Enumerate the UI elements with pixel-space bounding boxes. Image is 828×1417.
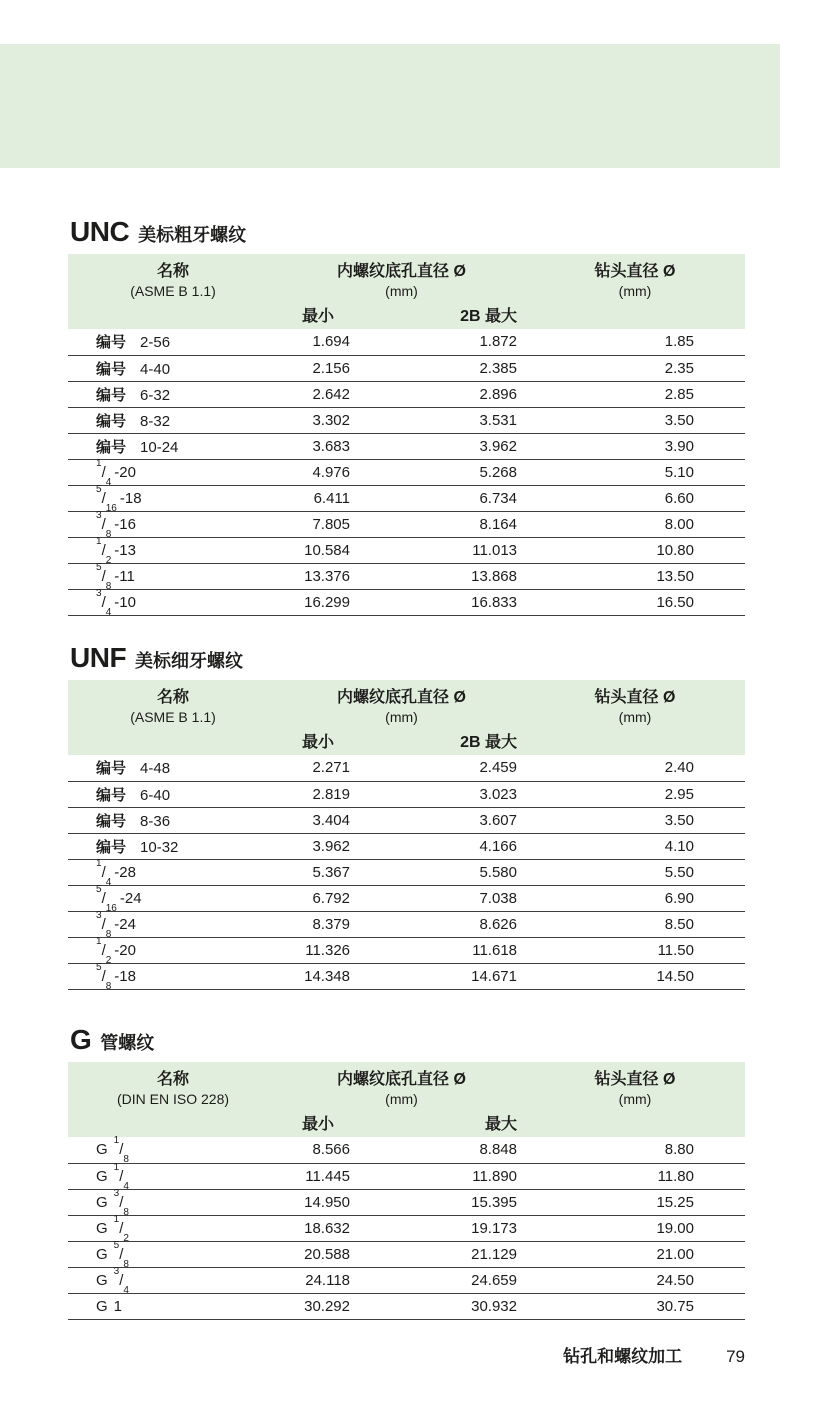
min-value: 3.683 (312, 437, 350, 455)
thread-name-cell (68, 483, 278, 514)
thread-name-suffix: -28 (114, 863, 136, 881)
table-row (68, 885, 745, 911)
table-body (68, 1137, 745, 1319)
min-value: 14.950 (304, 1193, 350, 1211)
header-drill-unit: (mm) (618, 1091, 652, 1107)
table-row (68, 781, 745, 807)
table-row (68, 459, 745, 485)
drill-value: 2.35 (664, 359, 694, 377)
min-value: 10.584 (304, 541, 350, 559)
table-header (68, 254, 745, 329)
table-row (68, 911, 745, 937)
thread-name-suffix: -18 (119, 489, 142, 507)
thread-name-prefix: G (96, 1297, 108, 1315)
max-value: 8.848 (479, 1141, 517, 1159)
thread-name-prefix: 编号 (96, 760, 127, 778)
thread-name-cell (68, 857, 278, 888)
table-header (68, 1062, 745, 1137)
min-value: 6.411 (313, 489, 350, 507)
thread-name-prefix: G (96, 1219, 108, 1237)
max-value: 5.580 (479, 863, 517, 881)
thread-fraction: $^5/_{16}$ (96, 883, 117, 914)
section-subtitle: 美标细牙螺纹 (135, 651, 244, 671)
thread-name-suffix: 8-36 (140, 812, 171, 830)
max-value: 14.671 (471, 967, 517, 985)
table-row (68, 511, 745, 537)
thread-name-suffix: 6-40 (140, 786, 171, 804)
drill-value: 8.80 (664, 1141, 694, 1159)
header-sub-max: 2B 最大 (358, 302, 525, 329)
drill-value: 6.90 (664, 889, 694, 907)
max-value: 4.166 (479, 837, 517, 855)
header-core-hole-label: 内螺纹底孔直径 Ø (337, 689, 466, 706)
thread-name-suffix: -24 (114, 915, 136, 933)
drill-value: 1.85 (664, 333, 694, 351)
thread-name-suffix: -24 (119, 889, 142, 907)
max-value: 8.626 (479, 915, 517, 933)
min-value: 2.271 (312, 759, 350, 777)
thread-fraction: $^1/_2$ (96, 535, 112, 566)
table-row (68, 859, 745, 885)
table-row (68, 963, 745, 989)
drill-value: 5.50 (664, 863, 694, 881)
thread-name-cell (68, 1187, 278, 1218)
thread-name-cell (68, 381, 278, 407)
thread-name-cell (68, 883, 278, 914)
footer-chapter-title: 钻孔和螺纹加工 (563, 1347, 683, 1366)
header-core-hole (278, 1062, 525, 1110)
section-code: UNC (70, 216, 130, 247)
thread-name-cell (68, 807, 278, 833)
header-name-label: 名称 (156, 689, 189, 706)
thread-name-suffix: -16 (114, 515, 136, 533)
table-row (68, 755, 745, 781)
thread-name-prefix: 编号 (96, 838, 127, 856)
thread-name-suffix: 4-48 (140, 760, 171, 778)
min-value: 7.805 (312, 515, 350, 533)
page-footer (0, 1342, 745, 1367)
header-core-hole-unit: (mm) (385, 283, 418, 299)
max-value: 8.164 (479, 515, 517, 533)
thread-name-cell (68, 1293, 278, 1319)
thread-name-suffix: -18 (114, 967, 136, 985)
max-value: 3.962 (479, 437, 517, 455)
table-row (68, 589, 745, 615)
min-value: 20.588 (304, 1245, 350, 1263)
table-row (68, 1137, 745, 1163)
thread-name-suffix: -20 (114, 941, 136, 959)
thread-name-cell (68, 1213, 278, 1244)
header-sub-min: 最小 (278, 1110, 358, 1137)
unc-thread-table (68, 254, 745, 616)
thread-fraction: $^3/_4$ (96, 587, 112, 618)
min-value: 16.299 (304, 593, 350, 611)
min-value: 11.445 (305, 1167, 350, 1185)
min-value: 6.792 (312, 889, 350, 907)
header-drill-unit: (mm) (618, 709, 652, 725)
drill-value: 2.85 (664, 385, 694, 403)
max-value: 11.618 (472, 941, 517, 959)
max-value: 11.013 (472, 541, 517, 559)
table-row (68, 407, 745, 433)
thread-name-suffix: 10-32 (140, 838, 179, 856)
section-subtitle: 美标粗牙螺纹 (138, 225, 247, 245)
max-value: 24.659 (471, 1271, 517, 1289)
header-sub-min: 最小 (278, 302, 358, 329)
drill-value: 19.00 (656, 1219, 694, 1237)
thread-name-suffix: -20 (114, 463, 136, 481)
table-row (68, 563, 745, 589)
drill-value: 16.50 (656, 593, 694, 611)
thread-fraction: $^3/_8$ (113, 1187, 129, 1218)
drill-value: 2.40 (664, 759, 694, 777)
section-subtitle: 管螺纹 (100, 1033, 155, 1053)
min-value: 24.118 (305, 1271, 350, 1289)
thread-fraction: $^5/_8$ (96, 561, 112, 592)
drill-value: 11.50 (657, 941, 694, 959)
min-value: 14.348 (304, 967, 350, 985)
header-drill (525, 680, 745, 755)
drill-value: 8.00 (664, 515, 694, 533)
thread-name-cell (68, 1161, 278, 1192)
thread-name-cell (68, 587, 278, 618)
min-value: 3.404 (312, 811, 350, 829)
header-sub-max: 最大 (358, 1110, 525, 1137)
drill-value: 3.50 (664, 411, 694, 429)
thread-name-cell (68, 509, 278, 540)
thread-name-cell (68, 535, 278, 566)
thread-name-cell (68, 781, 278, 807)
section-title-g (70, 1024, 745, 1059)
thread-name-cell (68, 329, 278, 355)
thread-name-cell (68, 1265, 278, 1296)
min-value: 2.642 (312, 385, 350, 403)
section-code: UNF (70, 642, 127, 673)
max-value: 2.459 (479, 759, 517, 777)
header-drill (525, 254, 745, 329)
drill-value: 10.80 (656, 541, 694, 559)
header-core-hole-label: 内螺纹底孔直径 Ø (337, 1071, 466, 1088)
thread-name-suffix: 8-32 (140, 412, 171, 430)
header-name (68, 680, 278, 755)
thread-name-cell (68, 561, 278, 592)
max-value: 1.872 (479, 333, 517, 351)
header-name-standard: (ASME B 1.1) (130, 709, 216, 725)
drill-value: 4.10 (664, 837, 694, 855)
thread-fraction: $^3/_8$ (96, 909, 112, 940)
thread-name-prefix: 编号 (96, 438, 127, 456)
max-value: 2.896 (479, 385, 517, 403)
drill-value: 21.00 (656, 1245, 694, 1263)
max-value: 19.173 (471, 1219, 517, 1237)
thread-name-prefix: 编号 (96, 386, 127, 404)
table-row (68, 807, 745, 833)
header-name (68, 1062, 278, 1137)
thread-name-suffix: 10-24 (140, 438, 179, 456)
thread-name-cell (68, 457, 278, 488)
max-value: 21.129 (471, 1245, 517, 1263)
thread-name-prefix: 编号 (96, 360, 127, 378)
min-value: 30.292 (304, 1297, 350, 1315)
header-name-standard: (ASME B 1.1) (130, 283, 216, 299)
header-core-hole-unit: (mm) (385, 1091, 418, 1107)
drill-value: 24.50 (656, 1271, 694, 1289)
header-core-hole-label: 内螺纹底孔直径 Ø (337, 263, 466, 280)
thread-name-prefix: G (96, 1193, 108, 1211)
section-title-unf (70, 642, 745, 677)
drill-value: 5.10 (664, 463, 694, 481)
max-value: 16.833 (471, 593, 517, 611)
drill-value: 3.50 (664, 811, 694, 829)
thread-name-suffix: 1 (113, 1297, 123, 1315)
thread-name-suffix: -10 (114, 593, 136, 611)
thread-name-cell (68, 755, 278, 781)
drill-value: 6.60 (664, 489, 694, 507)
header-core-hole-unit: (mm) (385, 709, 418, 725)
thread-name-cell (68, 1239, 278, 1270)
min-value: 1.694 (312, 333, 350, 351)
min-value: 8.379 (312, 915, 350, 933)
thread-name-prefix: G (96, 1271, 108, 1289)
thread-fraction: $^1/_4$ (96, 857, 112, 888)
thread-fraction: $^1/_4$ (113, 1161, 129, 1192)
table-row (68, 1215, 745, 1241)
table-row (68, 537, 745, 563)
min-value: 3.302 (312, 411, 350, 429)
max-value: 30.932 (471, 1297, 517, 1315)
header-core-hole (278, 254, 525, 302)
table-row (68, 1267, 745, 1293)
header-name-label: 名称 (156, 1071, 189, 1088)
thread-fraction: $^5/_8$ (96, 961, 112, 992)
thread-name-cell (68, 909, 278, 940)
max-value: 3.531 (479, 411, 517, 429)
thread-name-prefix: G (96, 1141, 108, 1159)
table-row (68, 355, 745, 381)
thread-name-cell (68, 407, 278, 433)
thread-fraction: $^1/_8$ (113, 1135, 129, 1166)
drill-value: 11.80 (657, 1167, 694, 1185)
thread-fraction: $^3/_8$ (96, 509, 112, 540)
drill-value: 30.75 (656, 1297, 694, 1315)
thread-name-suffix: 2-56 (140, 334, 171, 352)
footer-page-number: 79 (726, 1347, 745, 1366)
thread-fraction: $^3/_4$ (113, 1265, 129, 1296)
thread-name-prefix: G (96, 1167, 108, 1185)
table-body (68, 329, 745, 618)
section-code: G (70, 1024, 92, 1055)
table-row (68, 1293, 745, 1319)
header-drill-unit: (mm) (618, 283, 652, 299)
max-value: 3.023 (479, 785, 517, 803)
thread-name-cell (68, 961, 278, 992)
table-row (68, 485, 745, 511)
header-name-label: 名称 (156, 263, 189, 280)
max-value: 3.607 (479, 811, 517, 829)
table-row (68, 381, 745, 407)
thread-name-prefix: 编号 (96, 412, 127, 430)
max-value: 5.268 (479, 463, 517, 481)
table-row (68, 833, 745, 859)
max-value: 7.038 (479, 889, 517, 907)
thread-fraction: $^1/_2$ (113, 1213, 129, 1244)
thread-name-cell (68, 833, 278, 859)
header-name-standard: (DIN EN ISO 228) (116, 1091, 230, 1107)
thread-name-cell (68, 1135, 278, 1166)
table-row (68, 1189, 745, 1215)
section-unf (68, 642, 745, 990)
min-value: 4.976 (312, 463, 350, 481)
thread-fraction: $^5/_8$ (113, 1239, 129, 1270)
table-row (68, 937, 745, 963)
thread-name-suffix: 4-40 (140, 360, 171, 378)
max-value: 11.890 (472, 1167, 517, 1185)
min-value: 11.326 (305, 941, 350, 959)
header-drill-label: 钻头直径 Ø (594, 1071, 676, 1088)
drill-value: 15.25 (656, 1193, 694, 1211)
min-value: 18.632 (304, 1219, 350, 1237)
thread-fraction: $^1/_2$ (96, 935, 112, 966)
min-value: 2.156 (312, 359, 350, 377)
g-thread-table (68, 1062, 745, 1320)
drill-value: 14.50 (656, 967, 694, 985)
table-body (68, 755, 745, 992)
thread-name-cell (68, 935, 278, 966)
min-value: 5.367 (312, 863, 350, 881)
header-drill (525, 1062, 745, 1137)
thread-name-suffix: -13 (114, 541, 136, 559)
thread-name-suffix: 6-32 (140, 386, 171, 404)
header-drill-label: 钻头直径 Ø (594, 689, 676, 706)
thread-fraction: $^1/_4$ (96, 457, 112, 488)
header-sub-min: 最小 (278, 728, 358, 755)
thread-name-prefix: G (96, 1245, 108, 1263)
top-green-band (0, 44, 780, 168)
thread-name-suffix: -11 (114, 567, 135, 585)
max-value: 13.868 (471, 567, 517, 585)
header-sub-max: 2B 最大 (358, 728, 525, 755)
header-drill-label: 钻头直径 Ø (594, 263, 676, 280)
table-row (68, 329, 745, 355)
unf-thread-table (68, 680, 745, 990)
thread-name-prefix: 编号 (96, 786, 127, 804)
section-title-unc (70, 216, 745, 251)
table-row (68, 1163, 745, 1189)
min-value: 8.566 (312, 1141, 350, 1159)
section-g (68, 1024, 745, 1320)
drill-value: 3.90 (664, 437, 694, 455)
max-value: 6.734 (479, 489, 517, 507)
drill-value: 8.50 (664, 915, 694, 933)
min-value: 13.376 (304, 567, 350, 585)
max-value: 15.395 (471, 1193, 517, 1211)
drill-value: 13.50 (656, 567, 694, 585)
min-value: 3.962 (312, 837, 350, 855)
header-core-hole (278, 680, 525, 728)
drill-value: 2.95 (664, 785, 694, 803)
min-value: 2.819 (312, 785, 350, 803)
thread-name-prefix: 编号 (96, 334, 127, 352)
thread-name-cell (68, 355, 278, 381)
max-value: 2.385 (479, 359, 517, 377)
table-row (68, 1241, 745, 1267)
thread-name-cell (68, 433, 278, 459)
header-name (68, 254, 278, 329)
table-header (68, 680, 745, 755)
table-row (68, 433, 745, 459)
section-unc (68, 216, 745, 616)
thread-fraction: $^5/_{16}$ (96, 483, 117, 514)
thread-name-prefix: 编号 (96, 812, 127, 830)
